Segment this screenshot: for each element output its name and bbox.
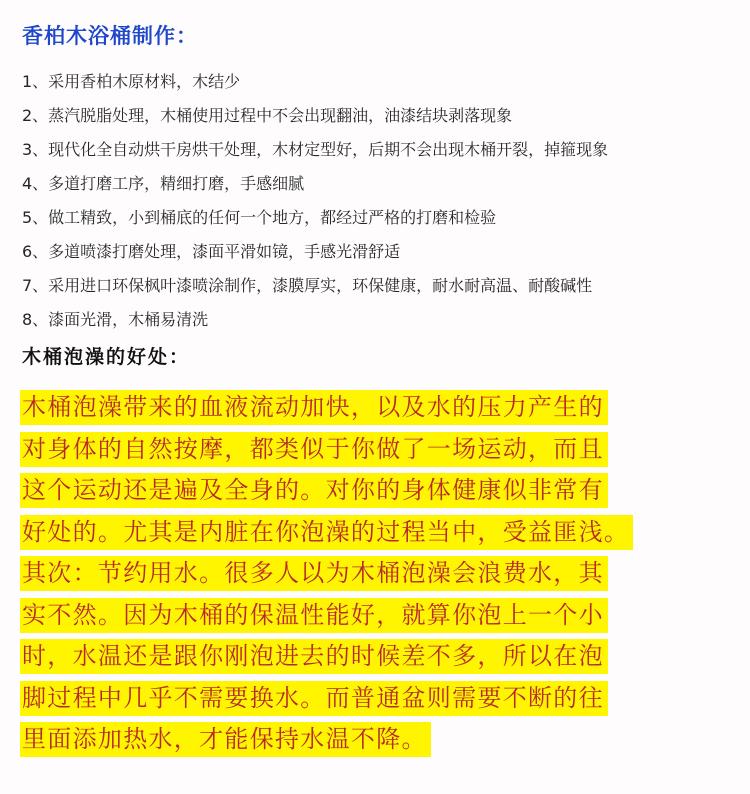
highlighted-text: 其次：节约用水。很多人以为木桶泡澡会浪费水，其 (20, 556, 608, 591)
section-title-making: 香柏木浴桶制作： (22, 24, 198, 48)
highlighted-text: 脚过程中几乎不需要换水。而普通盆则需要不断的往 (20, 681, 608, 716)
highlighted-text: 里面添加热水，才能保持水温不降。 (20, 722, 431, 757)
paragraph-line (20, 722, 730, 764)
feature-item: 1、采用香柏木原材料，木结少 (22, 72, 241, 91)
feature-list (22, 68, 608, 340)
paragraph-line (20, 515, 730, 557)
highlighted-text: 好处的。尤其是内脏在你泡澡的过程当中，受益匪浅。 (20, 515, 633, 550)
paragraph-line (20, 473, 730, 515)
paragraph-line (20, 556, 730, 598)
feature-item: 7、采用进口环保枫叶漆喷涂制作，漆膜厚实，环保健康，耐水耐高温、耐酸碱性 (22, 276, 593, 295)
highlighted-text: 这个运动还是遍及全身的。对你的身体健康似非常有 (20, 473, 608, 508)
paragraph-line (20, 598, 730, 640)
feature-item: 3、现代化全自动烘干房烘干处理，木材定型好，后期不会出现木桶开裂，掉箍现象 (22, 140, 609, 159)
paragraph-line (20, 432, 730, 474)
feature-item: 4、多道打磨工序，精细打磨，手感细腻 (22, 174, 305, 193)
paragraph-line (20, 681, 730, 723)
benefits-paragraph (20, 390, 730, 764)
highlighted-text: 对身体的自然按摩，都类似于你做了一场运动，而且 (20, 432, 608, 467)
feature-item: 8、漆面光滑，木桶易清洗 (22, 310, 209, 329)
paragraph-line (20, 390, 730, 432)
highlighted-text: 木桶泡澡带来的血液流动加快，以及水的压力产生的 (20, 390, 608, 425)
highlighted-text: 时，水温还是跟你刚泡进去的时候差不多，所以在泡 (20, 639, 608, 674)
feature-item: 2、蒸汽脱脂处理，木桶使用过程中不会出现翻油，油漆结块剥落现象 (22, 106, 513, 125)
highlighted-text: 实不然。因为木桶的保温性能好，就算你泡上一个小 (20, 598, 608, 633)
section-title-benefits: 木桶泡澡的好处： (22, 346, 191, 368)
feature-item: 5、做工精致，小到桶底的任何一个地方，都经过严格的打磨和检验 (22, 208, 497, 227)
feature-item: 6、多道喷漆打磨处理，漆面平滑如镜，手感光滑舒适 (22, 242, 401, 261)
paragraph-line (20, 639, 730, 681)
